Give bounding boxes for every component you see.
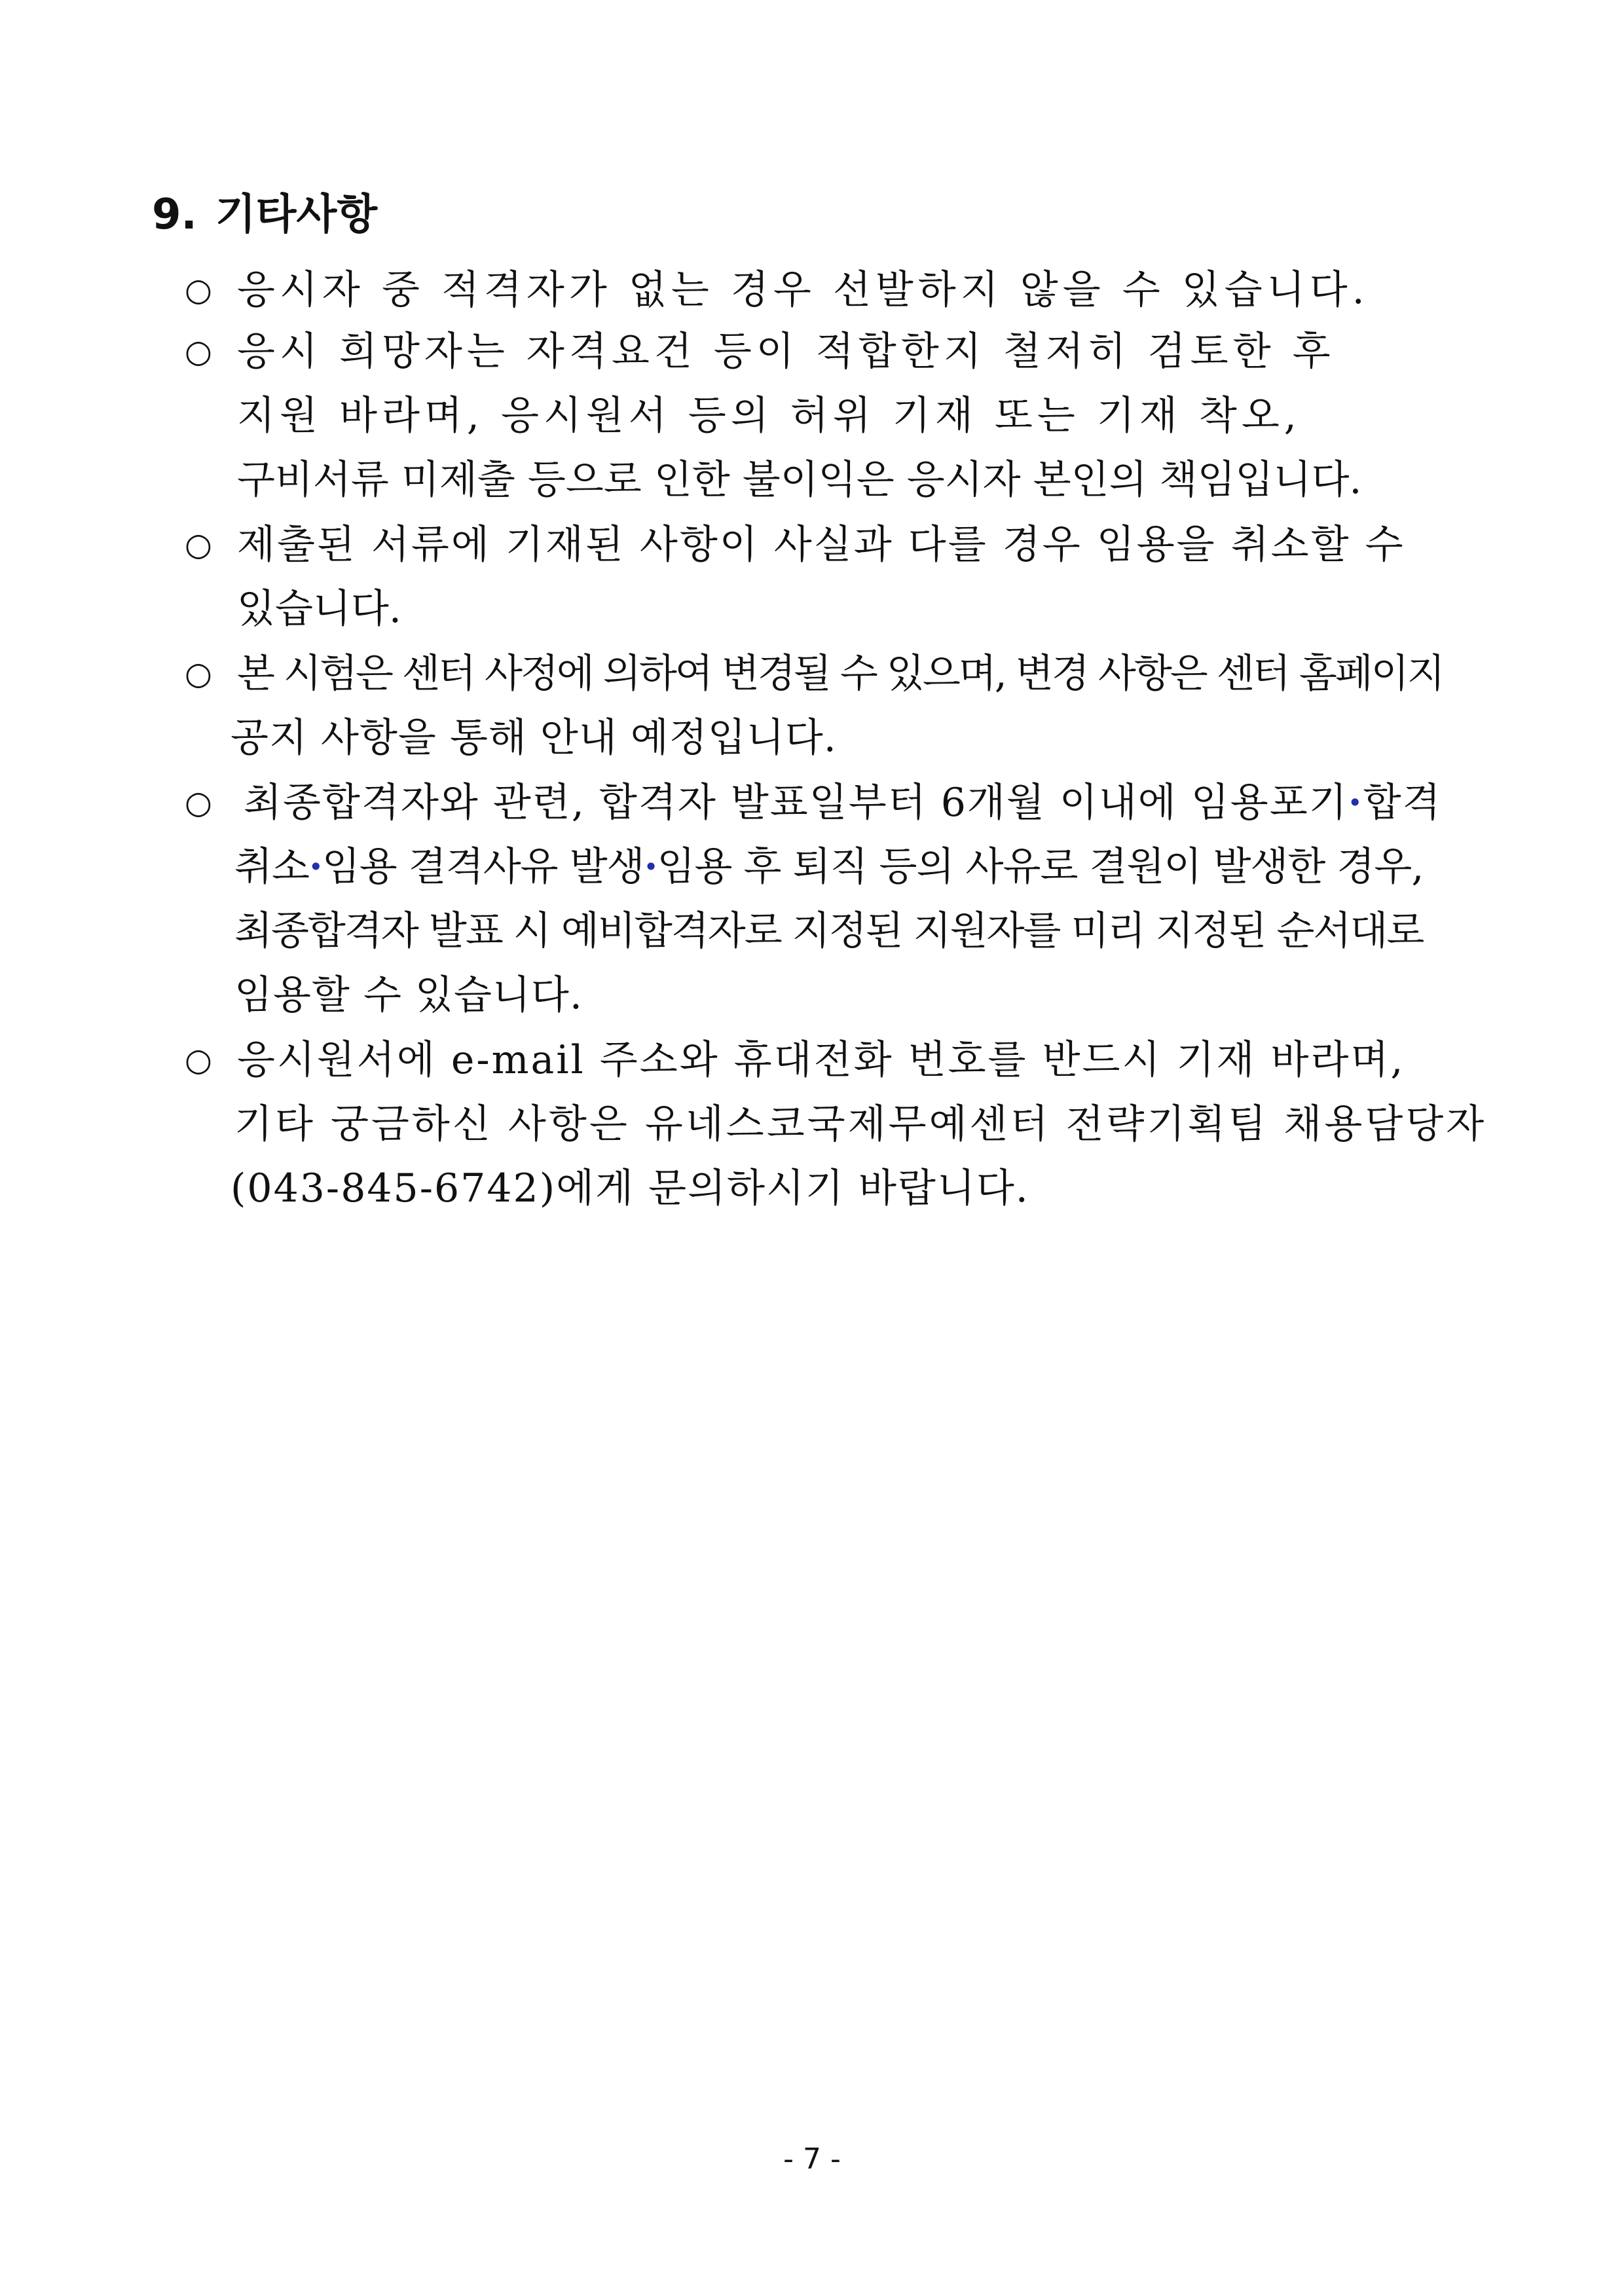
item-5-line-3: 최종합격자 발표 시 예비합격자로 지정된 지원자를 미리 지정된 순서대로 <box>234 908 1424 954</box>
item-5-line-2-start: 취소 <box>234 844 309 890</box>
item-4-line-2: 공지 사항을 통해 안내 예정입니다. <box>231 715 837 761</box>
item-5-line-1 <box>244 773 1442 832</box>
item-6-line-3: (043-845-6742)에게 문의하시기 바랍니다. <box>231 1166 1029 1211</box>
page-number: - 7 - <box>783 2142 841 2176</box>
item-5-line-2-end: 임용 후 퇴직 등의 사유로 결원이 발생한 경우, <box>657 844 1424 890</box>
bullet-icon: ○ <box>185 272 212 308</box>
separator-dot: · <box>1348 780 1363 826</box>
item-2-line-1: 응시 희망자는 자격요건 등이 적합한지 철저히 검토한 후 <box>237 329 1335 375</box>
section-number: 9. <box>152 191 197 239</box>
bullet-icon: ○ <box>185 655 212 692</box>
bullet-icon: ○ <box>185 333 212 370</box>
separator-dot: · <box>644 844 657 890</box>
item-1-line-1: 응시자 중 적격자가 없는 경우 선발하지 않을 수 있습니다. <box>237 267 1369 313</box>
bullet-icon: ○ <box>185 1042 212 1078</box>
item-3-line-1: 제출된 서류에 기재된 사항이 사실과 다를 경우 임용을 취소할 수 <box>237 522 1405 568</box>
section-title-text: 기타사항 <box>215 191 378 239</box>
item-5-line-2 <box>234 837 1423 896</box>
item-3-line-2: 있습니다. <box>237 586 401 632</box>
item-6-line-1: 응시원서에 e-mail 주소와 휴대전화 번호를 반드시 기재 바라며, <box>237 1037 1405 1083</box>
bullet-icon: ○ <box>185 784 212 821</box>
item-5-line-4: 임용할 수 있습니다. <box>234 972 583 1018</box>
item-5-line-1-end: 합격 <box>1363 780 1442 826</box>
item-5-line-2-mid: 임용 결격사유 발생 <box>322 844 644 890</box>
separator-dot: · <box>308 844 322 890</box>
item-6-line-2: 기타 궁금하신 사항은 유네스코국제무예센터 전략기획팀 채용담당자 <box>234 1101 1487 1147</box>
item-2-line-3: 구비서류 미제출 등으로 인한 불이익은 응시자 본인의 책임입니다. <box>237 457 1362 503</box>
item-4-line-1: 본 시험은 센터 사정에 의하여 변경될 수 있으며, 변경 사항은 센터 홈페이지 <box>237 651 1443 697</box>
section-heading <box>152 185 377 244</box>
item-5-line-1-text: 최종합격자와 관련, 합격자 발표일부터 6개월 이내에 임용포기 <box>244 780 1348 826</box>
bullet-icon: ○ <box>185 526 212 563</box>
item-2-line-2: 지원 바라며, 응시원서 등의 허위 기재 또는 기재 착오, <box>237 393 1301 439</box>
